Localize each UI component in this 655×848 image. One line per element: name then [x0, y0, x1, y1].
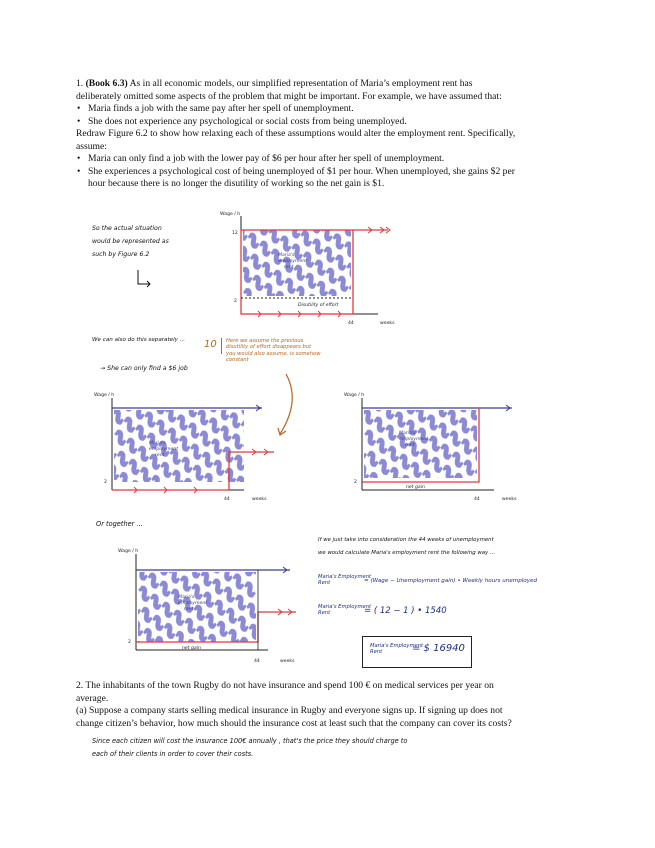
x-axis-label: weeks	[380, 321, 395, 326]
formula1-lhs: Maria's Employment Rent	[318, 574, 372, 587]
svg-text:weeks: weeks	[280, 659, 295, 664]
q2-a-1: (a) Suppose a company starts selling medical insurance in Rugby and everyone signs up. If signing up does not	[76, 705, 503, 716]
svg-text:Maria's: Maria's	[178, 595, 195, 600]
svg-text:44: 44	[254, 659, 260, 664]
svg-text:2: 2	[104, 480, 107, 485]
note-together: Or together ...	[96, 520, 143, 528]
disutility-label: Disutility of effort	[298, 303, 339, 308]
note-actual-situation: So the actual situation would be represented as such by Figure 6.2	[92, 225, 169, 258]
q2-line-2: average.	[76, 692, 109, 704]
svg-text:Wage / h: Wage / h	[118, 549, 139, 554]
svg-text:rent: rent	[405, 443, 415, 448]
q1-bullet-3: • Maria can only find a job with the lower pay of $6 per hour after her spell of unemployment.	[88, 153, 444, 166]
q1-bullet-4-cont: hour because there is no longer the disutility of working so the net gain is $1.	[88, 178, 385, 189]
rent-area	[114, 410, 244, 482]
q1-bullet-4: • She experiences a psychological cost of being unemployed of $1 per hour. When unemployed, she gains $2 per	[88, 166, 515, 179]
q1-redraw-2: assume:	[76, 140, 107, 152]
hook-arrow-icon	[136, 270, 156, 290]
svg-text:Wage / h: Wage / h	[94, 393, 115, 398]
note-orange-num: 10	[204, 339, 217, 350]
rent-area	[364, 410, 477, 478]
svg-text:Maria's: Maria's	[149, 441, 166, 446]
note-consider: If we just take into consideration the 44 weeks of unemployment we would calculate Maria's employment rent the following way ...	[318, 537, 496, 556]
q1-bullet-2: • She does not experience any psychological or social costs from being unemployed.	[88, 116, 407, 129]
svg-text:net gain: net gain	[182, 646, 201, 651]
svg-text:44: 44	[474, 497, 480, 502]
q2-answer-2: each of their clients in order to cover their costs.	[92, 750, 254, 758]
rent-area	[138, 572, 256, 642]
svg-text:employment: employment	[399, 437, 429, 442]
q1-redraw-1: Redraw Figure 6.2 to show how relaxing each of these assumptions would alter the employment rent. Specifically,	[76, 128, 516, 139]
svg-text:employment: employment	[149, 447, 179, 452]
svg-text:12: 12	[232, 231, 238, 236]
svg-text:employment: employment	[178, 601, 208, 606]
note-six-job: → She can only find a $6 job	[100, 365, 188, 372]
x-tick-44: 44	[348, 321, 354, 326]
q2-a-2: change citizen’s behavior, how much should the insurance cost at least such that the company can cover its costs?	[76, 717, 512, 729]
q1-line-1: 1. (Book 6.3) As in all economic models, our simplified representation of Maria’s employment rent has	[76, 78, 473, 89]
q2-answer-1: Since each citizen will cost the insurance 100€ annually , that's the price they should charge to	[92, 737, 408, 745]
svg-text:Wage / h: Wage / h	[344, 393, 365, 398]
svg-text:employment: employment	[278, 259, 308, 264]
svg-text:2: 2	[128, 640, 131, 645]
chart-together	[118, 546, 308, 668]
chart-lower-pay	[94, 390, 284, 508]
svg-text:rent: rent	[284, 265, 294, 270]
svg-text:2: 2	[354, 480, 357, 485]
orange-divider	[221, 338, 222, 354]
chart-psych-cost	[344, 390, 534, 508]
chart-figure-6-2	[218, 206, 408, 326]
svg-text:2: 2	[234, 299, 237, 304]
result-rhs: = $ 16940	[412, 643, 465, 654]
note-orange-text: Here we assume the previous disutility of effort disappears but you would also assume, is somehow constant	[226, 338, 321, 364]
note-separately: We can also do this separately ...	[92, 337, 186, 343]
q2-line-1: 2. The inhabitants of the town Rugby do not have insurance and spend 100 € on medical services per year on	[76, 680, 494, 691]
y-axis-label: Wage / h	[220, 212, 241, 217]
formula2-lhs: Maria's Employment Rent	[318, 604, 372, 617]
result-lhs: Maria's Employment Rent	[370, 643, 424, 656]
area-label-1: Maria's	[278, 253, 295, 258]
q1-line-2: deliberately omitted some aspects of the problem that might be important. For example, we have assumed that:	[76, 90, 502, 102]
svg-text:rent: rent	[155, 453, 165, 458]
svg-text:Maria's: Maria's	[399, 431, 416, 436]
svg-text:weeks: weeks	[502, 497, 517, 502]
q1-bullet-1: • Maria finds a job with the same pay after her spell of unemployment.	[88, 103, 354, 116]
svg-text:weeks: weeks	[252, 497, 267, 502]
formula2-rhs: = ( 12 − 1 ) • 1540	[364, 606, 447, 616]
formula1-rhs: = (Wage − Unemployment gain) • Weekly hours unemployed	[364, 578, 538, 584]
svg-text:net gain: net gain	[406, 485, 425, 490]
svg-text:44: 44	[224, 497, 230, 502]
svg-text:rent: rent	[184, 607, 194, 612]
